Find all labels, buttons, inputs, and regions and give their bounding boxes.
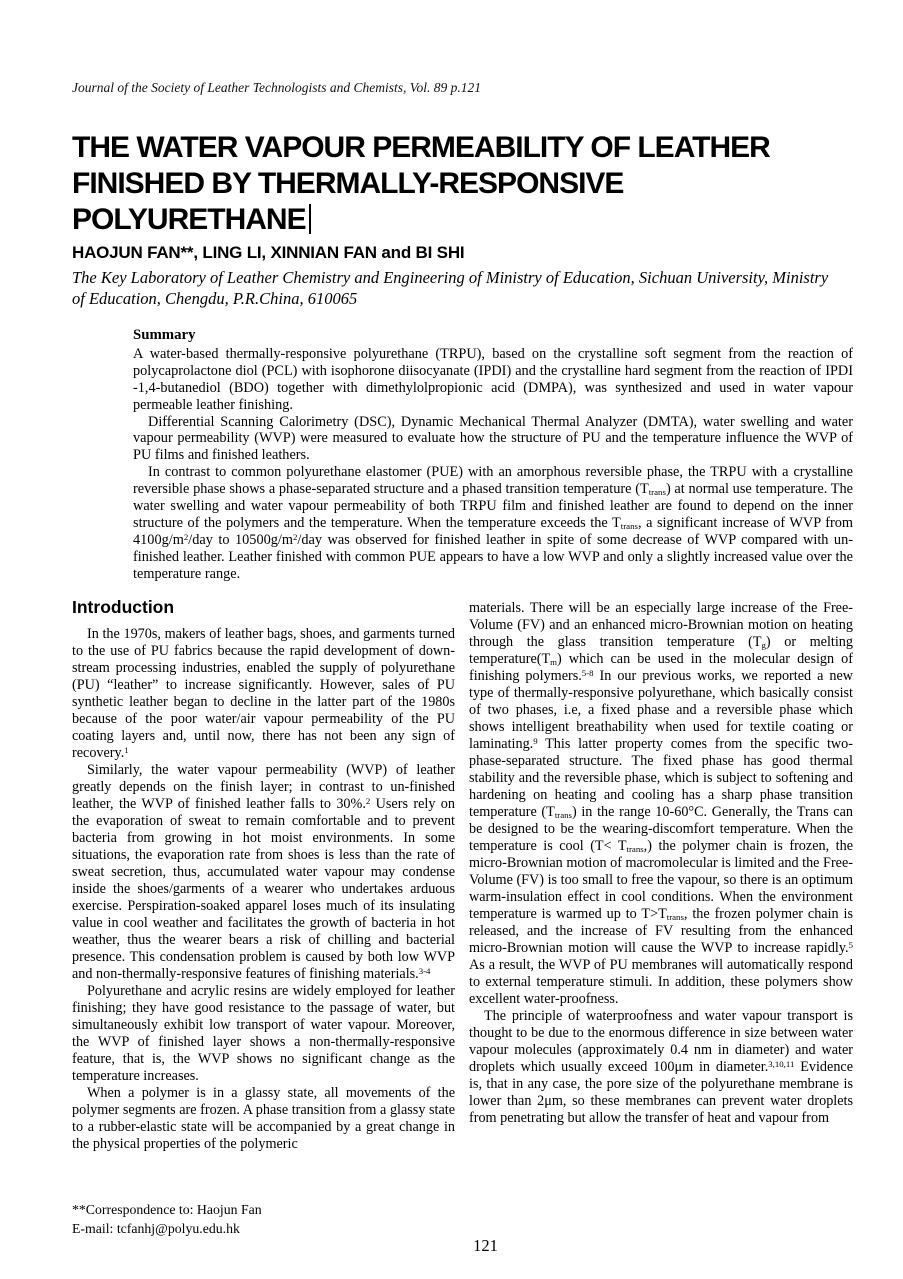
intro-paragraph-4: When a polymer is in a glassy state, all movements of the polymer segments are frozen. A phase transition from a glassy state to a rubber-elastic state will be accompanied by a great change in the physical properties of the polymeric bbox=[72, 1084, 455, 1152]
title-line-2: FINISHED BY THERMALLY-RESPONSIVE bbox=[72, 167, 624, 200]
summary-paragraph-2: Differential Scanning Calorimetry (DSC), Dynamic Mechanical Thermal Analyzer (DMTA), water swelling and water vapour permeability (WVP) were measured to evaluate how the structure of PU and the temperature influence the WVP of PU films and finished leathers. bbox=[133, 413, 853, 464]
correspondence-line: **Correspondence to: Haojun Fan bbox=[72, 1202, 262, 1217]
summary-paragraph-3: In contrast to common polyurethane elastomer (PUE) with an amorphous reversible phase, the TRPU with a crystalline reversible phase shows a phase-separated structure and a phased transition temperature $(T_{trans})$ at normal use temperature. The water swelling and water vapour permeability of both TRPU film and finished leather are found to depend on the inner structure of the polymers and the temperature. When the temperature exceeds the $T_{trans}$, a significant increase of WVP from $4100g/m^2$/day to $10500g/m^2$/day was observed for finished leather in spite of some decrease of WVP compared with un-finished leather. Leather finished with common PUE appears to have a low WVP and only a slightly increased value over the temperature range. bbox=[133, 464, 853, 582]
summary-section bbox=[133, 327, 853, 583]
introduction-heading: Introduction bbox=[72, 596, 175, 617]
two-column-body bbox=[72, 597, 853, 1153]
page-number: 121 bbox=[473, 1236, 498, 1255]
intro-paragraph-1: In the 1970s, makers of leather bags, shoes, and garments turned to the use of PU fabrics because the rapid development of down-stream processing industries, enabled the supply of polyurethane (PU) “leather” to increase significantly. However, sales of PU synthetic leather began to decline in the latter part of the 1980s because of the poor water/air vapour permeability of the PU coating layers and, until now, there has not been any sign of recovery.$^1$ bbox=[72, 625, 455, 761]
summary-heading: Summary bbox=[133, 327, 196, 343]
paper-title bbox=[72, 130, 853, 238]
affiliation-line: The Key Laboratory of Leather Chemistry and Engineering of Ministry of Education, Sichuan University, Ministry of Education, Chengdu, P.R.China, 610065 bbox=[72, 268, 829, 308]
journal-header: Journal of the Society of Leather Technologists and Chemists, Vol. 89 p.121 bbox=[72, 80, 481, 95]
correspondence-footnote bbox=[72, 1200, 262, 1238]
summary-paragraph-1: A water-based thermally-responsive polyurethane (TRPU), based on the crystalline soft segment from the reaction of polycaprolactone diol (PCL) with isophorone diisocyanate (IPDI) and the crystalline hard segment from the reaction of IPDI -1,4-butanediol (BDO) together with dimethylolpropionic acid (DMPA), was synthesized and used in water vapour permeable leather finishing. bbox=[133, 345, 853, 413]
text-cursor bbox=[309, 204, 311, 234]
title-line-3 bbox=[72, 202, 853, 238]
left-column bbox=[72, 597, 455, 1153]
intro-paragraph-5: materials. There will be an especially large increase of the Free-Volume (FV) and an enhanced micro-Brownian motion on heating through the glass transition temperature $(T_g)$ or melting $temperature(T_m)$ which can be used in the molecular design of finishing polymers.$^{5-8}$ In our previous works, we reported a new type of thermally-responsive polyurethane, which basically consist of two phases, i.e, a fixed phase and a reversible phase which shows intelligent breathability when used for textile coating or laminating.$^9$ This latter property comes from the specific two-phase-separated structure. The fixed phase has good thermal stability and the reversible phase, which is subject to softening and hardening on heating and cooling has a sharp phase transition temperature $(T_{trans})$ in the range 10-60°C. Generally, the Trans can be designed to be the wearing-discomfort temperature. When the temperature is cool $(T< T_{trans},)$ the polymer chain is frozen, the micro-Brownian motion of macromolecular is limited and the Free-Volume (FV) is too small to free the vapour, so there is an optimum warm-insulation effect in cool conditions. When the environment temperature is warmed up to $T>T_{trans}$, the frozen polymer chain is released, and the increase of FV resulting from the enhanced micro-Brownian motion will cause the WVP to increase rapidly.$^5$ As a result, the WVP of PU membranes will automatically respond to external temperature stimuli. In addition, these polymers show excellent water-proofness. bbox=[469, 599, 854, 1007]
right-column bbox=[469, 597, 853, 1153]
authors-line: HAOJUN FAN**, LING LI, XINNIAN FAN and BI SHI bbox=[72, 243, 465, 262]
title-line-1: THE WATER VAPOUR PERMEABILITY OF LEATHER bbox=[72, 131, 770, 164]
email-line: E-mail: tcfanhj@polyu.edu.hk bbox=[72, 1221, 240, 1236]
intro-paragraph-2: Similarly, the water vapour permeability (WVP) of leather greatly depends on the finish layer; in contrast to un-finished leather, the WVP of finished leather falls to 30%.$^2$ Users rely on the evaporation of sweat to remain comfortable and to prevent bacteria from growing in hot moist environments. In some situations, the evaporation rate from shoes is less than the rate of sweat secretion, thus, accumulated water vapour may condense inside the shoes/garments of a wearer who undertakes arduous exercise. Perspiration-soaked apparel loses much of its insulating value in cool weather and facilitates the growth of bacteria in hot weather, thus the wearer bears a risk of chilling and bacterial presence. This condensation problem is caused by both low WVP and non-thermally-responsive features of finishing materials.$^{3-4}$ bbox=[72, 761, 455, 982]
intro-paragraph-3: Polyurethane and acrylic resins are widely employed for leather finishing; they have good resistance to the passage of water, but simultaneously exhibit low transport of water vapour. Moreover, the WVP of finished layer shows a non-thermally-responsive feature, that is, the WVP shows no significant change as the temperature increases. bbox=[72, 982, 455, 1084]
intro-paragraph-6: The principle of waterproofness and water vapour transport is thought to be due to the enormous difference in size between water vapour molecules (approximately 0.4 nm in diameter) and water droplets which usually exceed 100μm in diameter.$^{3,10,11}$ Evidence is, that in any case, the pore size of the polyurethane membrane is lower than 2μm, so these membranes can prevent water droplets from penetrating but allow the transfer of heat and vapour from bbox=[469, 1007, 854, 1126]
title-line-3-text: POLYURETHANE bbox=[72, 203, 306, 236]
